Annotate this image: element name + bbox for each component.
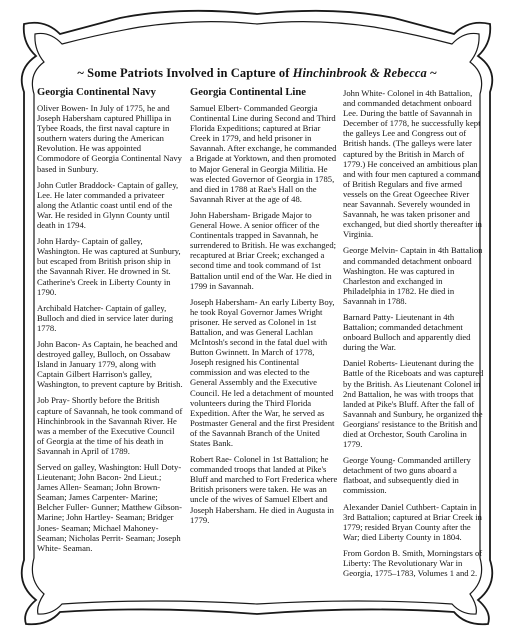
line-entry-rae: Robert Rae- Colonel in 1st Battalion; he commanded troops that landed at Pike's Bluff and marched to Fort Frederica where British prisoners were taken. He was an uncle of the wives of Samuel Elbert and Joseph Habersham. He died in Augusta in 1779. [190,454,338,525]
navy-entry-pray: Job Pray- Shortly before the British capture of Savannah, he took command of Hinchinbrook in the Savannah River. He was a member of the Executive Council of Georgia at the time of his death in Savannah in April of 1789. [37,395,183,456]
navy-entry-bacon: John Bacon- As Captain, he beached and destroyed galley, Bulloch, on Ossabaw Island in January 1779, along with Captain Gilbert Harrison's galley, Washington, to prevent capture by British. [37,338,183,390]
column-line [190,86,338,531]
line-entry-joseph-habersham: Joseph Habersham- An early Liberty Boy, he took Royal Governor James Wright prisoner. He served as Colonel in 1st Battalion, and was General Lachlan McIntosh's second in the fatal duel with Button Gwinnett. In March of 1778, Joseph resigned his Continental commission and was elected to the General Assembly and the Executive Council. He led a detachment of mounted volunteers during the Third Florida Expedition. After the War, he served as Postmaster General and the first President of the Savannah Branch of the United States Bank. [190,296,335,448]
navy-entry-braddock: John Cutler Braddock- Captain of galley, Lee. He later commanded a privateer along the Atlantic coast until end of the War. He resided in Glynn County until death in 1794. [37,179,179,231]
entry-roberts: Daniel Roberts- Lieutenant during the Battle of the Riceboats and was captured by the British. As Lieutenant Colonel in 2nd Battalion, he was with troops that landed at Pike's Bluff. After the fall of Savannah and Sunbury, he organized the Georgians' resistance to the British and died at Orchestor, South Carolina in 1779. [343,358,484,450]
navy-heading: Georgia Continental Navy [37,87,156,98]
entry-patty: Barnard Patty- Lieutenant in 4th Battalion; commanded detachment onboard Bulloch and apparently died during the War. [343,311,471,353]
ship-names: Hinchinbrook & Rebecca [292,66,427,80]
line-heading: Georgia Continental Line [190,87,306,98]
entry-melvin: George Melvin- Captain in 4th Battalion and commanded detachment onboard Washington. He was captured in Charleston and exchanged in Philadelphia in 1782. He died in Savannah in 1788. [343,245,483,306]
panel-title: ~ Some Patriots Involved in Capture of Hinchinbrook & Rebecca ~ [77,66,437,80]
navy-entry-bowen: Oliver Bowen- In July of 1775, he and Joseph Habersham captured Phillipa in Tybee Roads, the first naval capture in southern waters during the American Revolution. He was appointed Commodore of Georgia Continental Navy based in Sunbury. [37,103,182,174]
line-entry-elbert: Samuel Elbert- Commanded Georgia Continental Line during Second and Third Florida Expeditions; captured at Briar Creek in 1779, and held prisoner in Savannah. After exchange, he commanded a Brigade at Yorktown, and then promoted to Major General in Georgia Militia. He was elected Governor of Georgia in 1785, and died in 1788 at Rae's Hall on the Savannah River at the age of 48. [190,103,337,204]
entry-white: John White- Colonel in 4th Battalion, and commanded detachment onboard Lee. During the battle of Savannah in December of 1778, he successfully kept the galleys Lee and Congress out of British hands. (The galleys were later captured by the British in March of 1779.) He conceived an ambitious plan and with four men captured a command of British Regulars and five armed vessels on the Great Ogeechee River near Savannah. Severely wounded in Savannah, he was taken prisoner and exchanged, but died shortly thereafter in Virginia. [343,88,482,240]
column-officers [343,88,486,584]
navy-entry-washington-crew: Served on galley, Washington: Hull Doty- Lieutenant; John Bacon- 2nd Lieut.; James Allen- Seaman; John Brown- Seaman; James Carpenter- Marine; Belcher Fuller- Gunner; Matthew Gibson- Marine; John Hartley- Seaman; Bridger Jones- Seaman; Michael Mahoney- Seaman; Nicholas Perrit- Seaman; Joseph White- Seaman. [37,462,182,553]
navy-entry-hardy: John Hardy- Captain of galley, Washington. He was captured at Sunbury, but escaped from British prison ship in the Savannah River. He drowned in St. Catherine's Creek in Liberty County in 1790. [37,236,181,297]
navy-entry-hatcher: Archibald Hatcher- Captain of galley, Bulloch and died in service later during 1778. [37,302,174,333]
line-entry-john-habersham: John Habersham- Brigade Major to General Howe. A senior officer of the Continentals trapped in Savannah, he surrendered to British. He was exchanged; recaptured at Briar Creek; exchanged a second time and took command of 1st Battalion until end of the War. He died in 1799 in Savannah. [190,209,337,291]
source-citation: From Gordon B. Smith, Morningstars of Liberty: The Revolutionary War in Georgia, 1775–1783, Volumes 1 and 2. [343,547,483,579]
entry-cuthbert: Alexander Daniel Cuthbert- Captain in 3rd Battalion; captured at Briar Creek in 1779; resided Bryan County after the War; died Liberty County in 1804. [343,501,482,542]
entry-young: George Young- Commanded artillery detachment of two guns aboard a flatboat, and subsequently died in commission. [343,455,471,496]
column-navy [37,86,183,559]
